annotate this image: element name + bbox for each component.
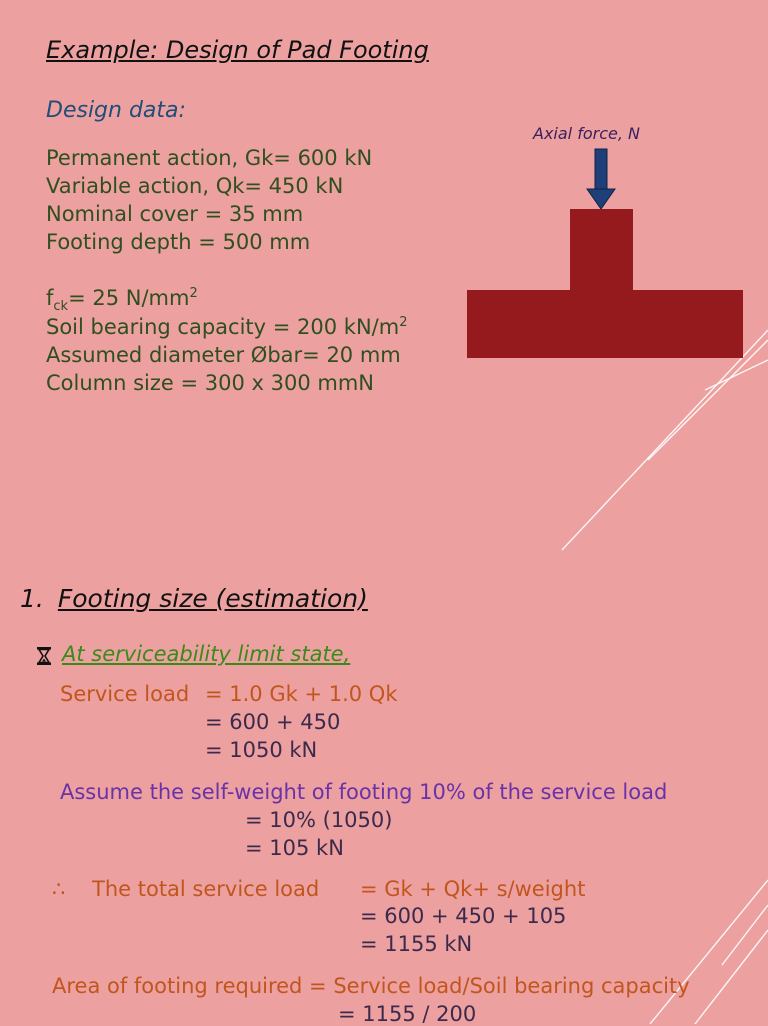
permanent-action-line: Permanent action, Gk= 600 kN — [46, 146, 373, 170]
footing-diagram — [460, 145, 750, 365]
fck-superscript: 2 — [189, 286, 198, 301]
section-heading — [20, 584, 368, 613]
soil-bearing-superscript: 2 — [399, 315, 408, 330]
hourglass-icon — [36, 646, 52, 666]
total-service-load-result: = 1155 kN — [360, 932, 473, 956]
footing-depth-line: Footing depth = 500 mm — [46, 230, 311, 254]
therefore-symbol: ∴ — [52, 877, 66, 901]
deco-line — [695, 930, 768, 1024]
soil-bearing-text: Soil bearing capacity = 200 kN/m — [46, 315, 400, 339]
fck-value: = 25 N/mm — [68, 286, 190, 310]
fck-line — [46, 286, 198, 314]
total-service-load-sum: = 600 + 450 + 105 — [360, 904, 567, 928]
self-weight-calc: = 10% (1050) — [245, 808, 393, 832]
arrow-head — [587, 189, 615, 209]
area-required-calc: = 1155 / 200 — [338, 1002, 477, 1026]
section-number: 1. — [20, 584, 44, 613]
total-service-load-label: The total service load — [92, 877, 320, 901]
nominal-cover-line: Nominal cover = 35 mm — [46, 202, 304, 226]
fck-symbol: f — [46, 286, 54, 310]
section-title: Footing size (estimation) — [57, 584, 368, 613]
design-data-heading: Design data: — [46, 98, 186, 123]
footing-base — [467, 290, 743, 358]
fck-subscript: ck — [53, 299, 69, 315]
area-required-line: Area of footing required = Service load/Soil bearing capacity — [52, 974, 690, 998]
column-size-line: Column size = 300 x 300 mmN — [46, 371, 375, 395]
column-stub — [570, 209, 633, 291]
variable-action-line: Variable action, Qk= 450 kN — [46, 174, 344, 198]
serviceability-heading: At serviceability limit state, — [62, 642, 351, 666]
axial-force-arrow — [587, 149, 615, 209]
deco-line — [722, 905, 768, 965]
bar-diameter-line: Assumed diameter Øbar= 20 mm — [46, 343, 401, 367]
self-weight-assumption: Assume the self-weight of footing 10% of the service load — [60, 780, 668, 804]
soil-bearing-line — [46, 315, 407, 339]
arrow-shaft — [595, 149, 607, 189]
total-service-load-equation: = Gk + Qk+ s/weight — [360, 877, 586, 901]
self-weight-result: = 105 kN — [245, 836, 344, 860]
service-load-result: = 1050 kN — [205, 738, 318, 762]
service-load-sum: = 600 + 450 — [205, 710, 341, 734]
service-load-equation: = 1.0 Gk + 1.0 Qk — [205, 682, 398, 706]
axial-force-label: Axial force, N — [533, 124, 640, 143]
page-title: Example: Design of Pad Footing — [46, 36, 429, 64]
service-load-label: Service load — [60, 682, 190, 706]
